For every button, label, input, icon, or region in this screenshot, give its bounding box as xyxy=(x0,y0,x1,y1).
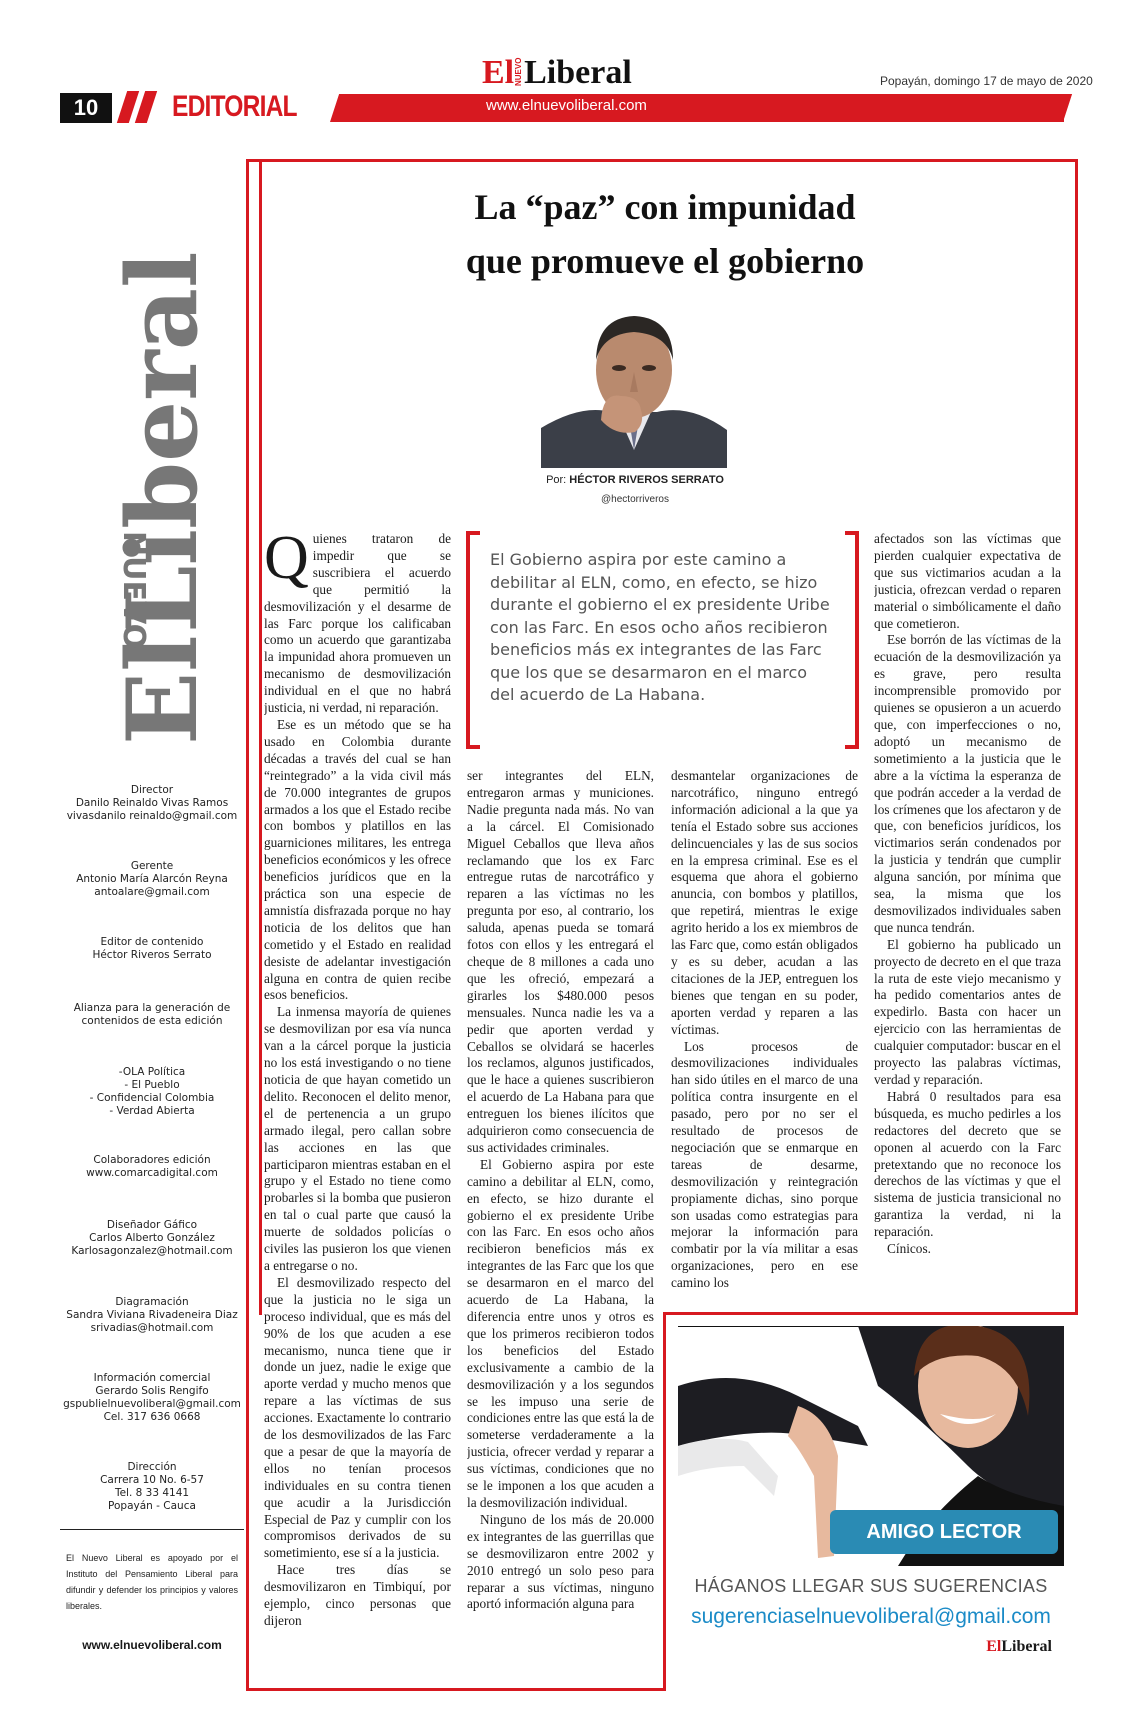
ad-logo: ElLiberal xyxy=(986,1638,1052,1655)
article-frame-inner xyxy=(663,1312,666,1691)
vertical-logo-nuevo: NUEVO xyxy=(116,531,151,650)
section-title: EDITORIAL xyxy=(172,90,297,123)
byline: Por: HÉCTOR RIVEROS SERRATO xyxy=(546,474,724,486)
paragraph: Los procesos de desmovilizaciones individuales han sido útiles en el marco de una política contra insurgente en el pasado, pero por no ser el resultado de procesos de negociación que se enmarque en tareas de desarme, desmovilización y reintegración propiamente dichas, sino porque son usadas como estrategias para mejorar la información para combatir por la vía militar a esas organizaciones, pero en ese camino los xyxy=(671,1038,858,1291)
staff-gerente: Gerente Antonio María Alarcón Reyna antoalare@gmail.com xyxy=(76,860,228,898)
sidebar-website[interactable]: www.elnuevoliberal.com xyxy=(82,1638,222,1652)
paragraph: El Gobierno aspira por este camino a debilitar al ELN, como, en efecto, se hizo durante el gobierno el ex presidente Uribe con las Farc. En esos ocho años recibieron beneficios más ex integrantes de las Farc que los que se desarmaron en el marco del acuerdo de La Habana, la diferencia entre unos y otros es que los primeros recibieron todos los beneficios del Estado exclusivamente a cambio de la desmovilización y a los segundos se les impuso una serie de condiciones entre las que está la de someterse verdaderamente a la justicia, ofrecer verdad y reparar a sus víctimas, condiciones que no se le imponen a los que acuden a la desmovilización individual. xyxy=(467,1156,654,1510)
paragraph: Hace tres días se desmovilizaron en Timbiquí, por ejemplo, cinco personas que dijeron xyxy=(264,1562,451,1628)
article-column-4 xyxy=(874,531,1061,1301)
logo-el: El xyxy=(482,54,515,91)
article-frame-corner xyxy=(246,159,262,162)
header-accent-stripe xyxy=(135,91,157,123)
paragraph: Quienes trataron de impedir que se suscribiera el acuerdo que permitió la desmovilización y el desarme de las Farc porque los calificaban como un acuerdo que garantizaba la impunidad ahora promueven un mecanismo de desmovilización individual en el que no habrá justicia, ni verdad, ni reparación. xyxy=(264,531,451,716)
logo-nuevo: NUEVO xyxy=(514,57,524,86)
paragraph: Cínicos. xyxy=(887,1241,931,1257)
staff-director: Director Danilo Reinaldo Vivas Ramos vivasdanilo reinaldo@gmail.com xyxy=(66,784,238,822)
staff-direccion: Dirección Carrera 10 No. 6-57 Tel. 8 33 4141 Popayán - Cauca xyxy=(100,1461,204,1512)
article-frame-bottom xyxy=(246,1688,666,1691)
sidebar-note: El Nuevo Liberal es apoyado por el Instituto del Pensamiento Liberal para difundir y defender los principios y valores liberales. xyxy=(66,1553,238,1611)
paragraph: desmantelar organizaciones de narcotráfico, ninguno entregó información adicional a la que ya tenía el Estado sobre sus acciones delincuenciales y las de sus socios en la empresa criminal. Ese es el esquema que ahora el gobierno anuncia, con bombos y platillos, que repetirá, mientras le exige agrito herido a los ex miembros de las Farc que, como están obligados y es su deber, acudan a las citaciones de la JEP, entreguen los bienes que tengan en su poder, aporten verdad y reparen a las víctimas. xyxy=(671,768,858,1037)
drop-cap: Q xyxy=(264,531,309,592)
article-column-2 xyxy=(467,768,654,1681)
page-number: 10 xyxy=(60,93,112,123)
ad-email-link[interactable]: sugerenciaselnuevoliberal@gmail.com xyxy=(691,1605,1051,1628)
reader-feedback-ad[interactable] xyxy=(678,1326,1064,1666)
ad-headline: HÁGANOS LLEGAR SUS SUGERENCIAS xyxy=(694,1576,1048,1596)
article-frame-edge xyxy=(663,1312,1078,1315)
author-portrait xyxy=(541,300,727,468)
author-name: HÉCTOR RIVEROS SERRATO xyxy=(569,474,724,486)
article-column-1 xyxy=(264,531,451,1681)
paragraph: La inmensa mayoría de quienes se desmovilizan por esa vía nunca van a la cárcel porque la justicia no los está investigando o no tiene noticia de que hayan cometido un delito. Reconocen el delito menor, el de pertenencia a un grupo armado ilegal, pero callan sobre las acciones en las que participaron mientras estaban en el grupo y el Estado no tiene como probarles si la bomba que pusieron en tal o cual parte que causó la muerte de soldados policías o civiles las pusieron los que vienen a entregarse o no. xyxy=(264,1004,451,1273)
vertical-logo-el: El xyxy=(106,635,204,745)
bracket-right xyxy=(845,531,859,749)
author-handle[interactable]: @hectorriveros xyxy=(601,494,669,505)
article-headline: La “paz” con impunidad que promueve el gobierno xyxy=(465,187,865,281)
staff-colaboradores: Colaboradores edición www.comarcadigital.com xyxy=(86,1154,218,1179)
article-column-3 xyxy=(671,768,858,1301)
staff-comercial: Información comercial Gerardo Solis Rengifo gspublielnuevoliberal@gmail.com Cel. 317 636 0668 xyxy=(63,1372,241,1423)
paragraph: El gobierno ha publicado un proyecto de decreto en el que traza la ruta de este viejo mecanismo y ha pedido comentarios antes de expedirlo. Basta con hacer un ejercicio con las herramientas de cualquier computador: buscar en el proyecto las palabras víctimas, verdad y reparación. xyxy=(874,936,1061,1087)
header-red-band-slant xyxy=(330,94,1072,122)
paragraph: Habrá 0 resultados para esa búsqueda, es mucho pedirles a los redactores del decreto que se oponen al acuerdo con la Farc pretextando que no reconoce los derechos de las víctimas y que el sistema de justicia transicional no garantiza la verdad, ni la reparación. xyxy=(874,1088,1061,1240)
paragraph: Ese es un método que se ha usado en Colombia durante décadas a través del cual se han “reintegrado” a la vida civil más de 70.000 integrantes de grupos armados a los que el Estado recibe con bombos y platillos en las guarniciones militares, les entrega beneficios económicos y les ofrece beneficios jurídicos que en la práctica son una especie de amnistía disfrazada porque no hay noticia de los delitos que han cometido y el Estado en realidad desiste de adelantar investigación alguna en contra de quien recibe esos beneficios. xyxy=(264,716,451,1003)
pull-quote xyxy=(466,531,859,749)
staff-disenador: Diseñador Gáfico Carlos Alberto González Karlosagonzalez@hotmail.com xyxy=(71,1219,233,1257)
sidebar-divider xyxy=(60,1529,244,1530)
paragraph: El desmovilizado respecto del que la justicia no le siga un proceso individual, que es más del 90% de los que acuden a ese mecanismo, nunca tiene que ir donde un juez, nadie le exige que aporte verdad y mucho menos que repare a las víctimas de sus acciones. Exactamente lo contrario de los desmovilizados de las Farc que a pesar de que la mayoría de ellos no tenían procesos individuales en su contra tienen que acudir a la Jurisdicción Especial de Paz y cumplir con los compromisos derivados de su sometimiento, ese sí a la justicia. xyxy=(264,1274,451,1561)
ad-badge: AMIGO LECTOR xyxy=(830,1510,1058,1554)
vertical-logo xyxy=(104,190,204,750)
bracket-left xyxy=(466,531,480,749)
staff-diagramacion: Diagramación Sandra Viviana Rivadeneira Diaz srivadias@hotmail.com xyxy=(66,1296,238,1334)
paragraph: ser integrantes del ELN, entregaron armas y municiones. Nadie pregunta nada más. No van a la cárcel. El Comisionado Miguel Ceballos que lleva años reclamando que los ex Farc entregue rutas de narcotráfico y reparen a las víctimas no les pregunta por eso, al contrario, los saluda, apenas pueda se tomará fotos con ellos y les entregará el cheque de 8 millones a cada uno que les ofreció, empezará a girarles los $480.000 pesos mensuales. Nunca nadie les va a pedir que aporten verdad y Ceballos se olvidará se hacerles los reclamos, algunos justificados, que le hace a quienes suscribieron el acuerdo de La Habana para que entreguen los bienes ilícitos que adquirieron como consecuencia de sus actividades criminales. xyxy=(467,768,654,1155)
header-website[interactable]: www.elnuevoliberal.com xyxy=(486,97,647,114)
logo-liberal: Liberal xyxy=(524,54,632,91)
masthead-logo xyxy=(482,56,632,98)
article-frame-left xyxy=(246,159,249,1690)
paragraph: afectados son las víctimas que pierden cualquier expectativa de que sus victimarios acudan a la justicia, ofrezcan verdad o reparen material o simbólicamente el daño que cometieron. xyxy=(874,531,1061,631)
paragraph: Ninguno de los más de 20.000 ex integrantes de las guerrillas que se desmovilizaron entre 2002 y 2010 entregó un solo peso para reparar a sus víctimas, ninguno aportó información alguna para xyxy=(467,1511,654,1612)
pull-quote-text: El Gobierno aspira por este camino a debilitar al ELN, como, en efecto, se hizo durante el gobierno el ex presidente Uribe con las Farc. En esos ocho años recibieron beneficios más ex integrantes de las Farc que los que se desarmaron en el marco del acuerdo de La Habana. xyxy=(490,550,830,704)
staff-alianza: Alianza para la generación de contenidos de esta edición xyxy=(73,1002,231,1027)
staff-editor: Editor de contenido Héctor Riveros Serrato xyxy=(92,936,212,961)
paragraph: Ese borrón de las víctimas de la ecuación de la desmovilización ya es grave, pero resulta incomprensible promovido por quienes se opusieron a un acuerdo que, con imperfecciones o no, adoptó un mecanismo de sometimiento a la justicia que le abre a la víctima la esperanza de que podrán acceder a la verdad de los crímenes que los afectaron y de que, con beneficios jurídicos, los victimarios serán condenados por la justicia y tendrán que cumplir alguna sanción, por mínima que sea, la misma que los desmovilizados individuales saben que nunca tendrán. xyxy=(874,632,1061,935)
staff-partners: -OLA Política - El Pueblo - Confidencial Colombia - Verdad Abierta xyxy=(89,1066,215,1117)
dateline: Popayán, domingo 17 de mayo de 2020 xyxy=(880,74,1093,88)
vertical-logo-liberal: Liberal xyxy=(106,251,204,633)
